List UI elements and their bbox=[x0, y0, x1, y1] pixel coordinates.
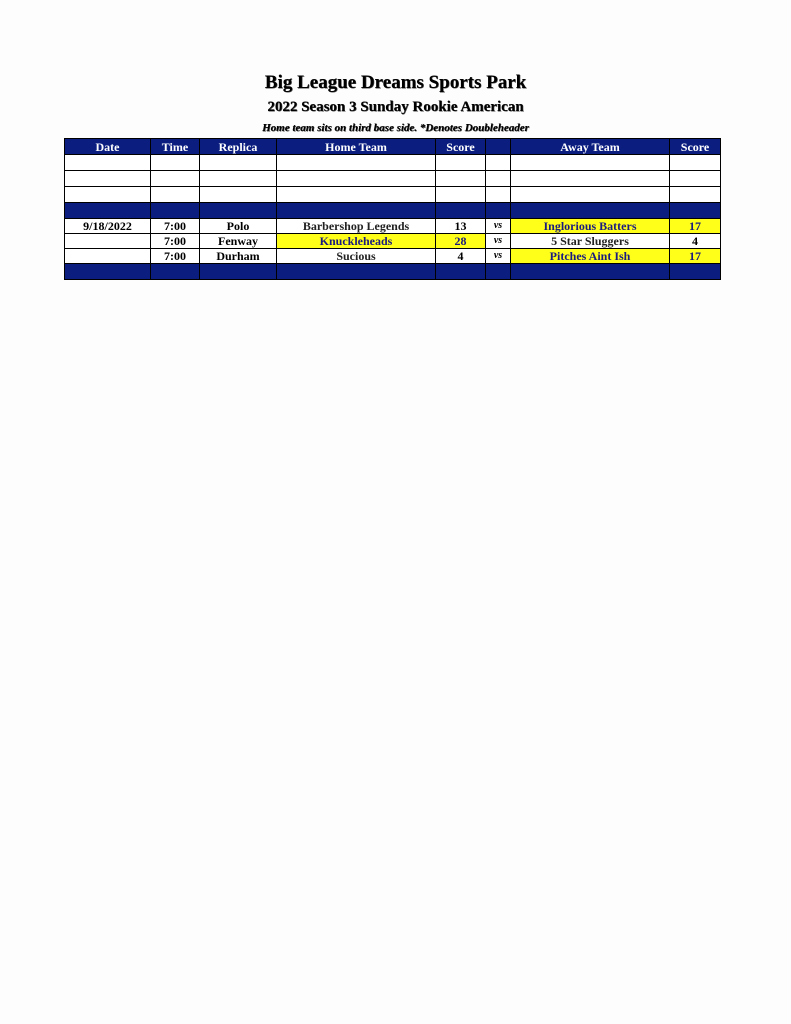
away-score: 17 bbox=[670, 249, 721, 264]
page-subtitle: 2022 Season 3 Sunday Rookie American bbox=[267, 99, 524, 115]
away-score: 4 bbox=[670, 234, 721, 249]
game-row bbox=[65, 234, 721, 249]
empty-row bbox=[65, 155, 721, 171]
empty-row bbox=[65, 187, 721, 203]
away-team: Pitches Aint Ish bbox=[511, 249, 670, 264]
game-row bbox=[65, 249, 721, 264]
home-team: Barbershop Legends bbox=[277, 219, 436, 234]
game-replica: Polo bbox=[200, 219, 277, 234]
game-time: 7:00 bbox=[151, 219, 200, 234]
away-team: Inglorious Batters bbox=[511, 219, 670, 234]
vs-label: vs bbox=[486, 219, 511, 234]
home-score: 4 bbox=[436, 249, 486, 264]
game-time: 7:00 bbox=[151, 234, 200, 249]
vs-label: vs bbox=[486, 234, 511, 249]
separator-row bbox=[65, 264, 721, 280]
column-header-vs bbox=[486, 139, 511, 155]
home-score: 28 bbox=[436, 234, 486, 249]
schedule-table bbox=[64, 138, 721, 280]
page-title: Big League Dreams Sports Park bbox=[264, 72, 527, 93]
column-header-away-team: Away Team bbox=[511, 139, 670, 155]
empty-row bbox=[65, 171, 721, 187]
column-header-time: Time bbox=[151, 139, 200, 155]
game-row bbox=[65, 219, 721, 234]
game-replica: Fenway bbox=[200, 234, 277, 249]
vs-label: vs bbox=[486, 249, 511, 264]
page-note: Home team sits on third base side. *Denotes Doubleheader bbox=[262, 122, 529, 134]
game-time: 7:00 bbox=[151, 249, 200, 264]
column-header-home-team: Home Team bbox=[277, 139, 436, 155]
game-date bbox=[65, 249, 151, 264]
home-team: Sucious bbox=[277, 249, 436, 264]
separator-row bbox=[65, 203, 721, 219]
header-row bbox=[65, 139, 721, 155]
away-team: 5 Star Sluggers bbox=[511, 234, 670, 249]
game-replica: Durham bbox=[200, 249, 277, 264]
column-header-date: Date bbox=[65, 139, 151, 155]
game-date: 9/18/2022 bbox=[65, 219, 151, 234]
column-header-away-score: Score bbox=[670, 139, 721, 155]
column-header-home-score: Score bbox=[436, 139, 486, 155]
away-score: 17 bbox=[670, 219, 721, 234]
game-date bbox=[65, 234, 151, 249]
home-team: Knuckleheads bbox=[277, 234, 436, 249]
column-header-replica: Replica bbox=[200, 139, 277, 155]
home-score: 13 bbox=[436, 219, 486, 234]
